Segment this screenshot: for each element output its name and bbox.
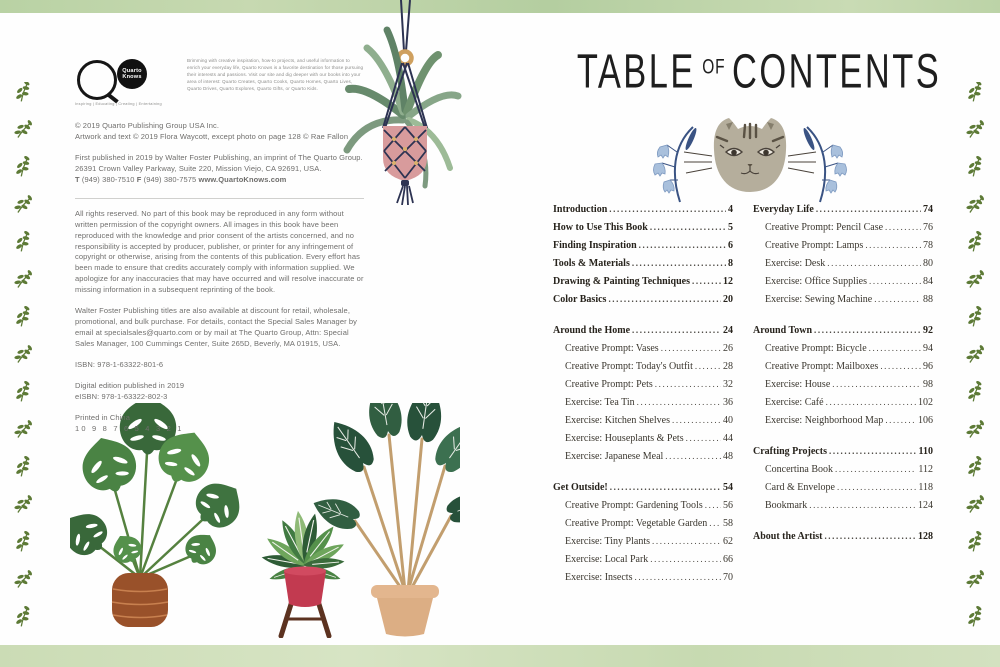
toc-column-left [553,204,733,603]
toc-entry-label: Exercise: Japanese Meal [565,451,664,462]
toc-entry-label: Introduction [553,204,608,215]
toc-entry-label: Card & Envelope [765,482,835,493]
toc-entry-label: Exercise: House [765,379,831,390]
toc-leader-dots [686,433,721,443]
toc-leader-dots [827,258,921,268]
quarto-knows-logo [75,58,175,110]
toc-group [753,325,933,433]
toc-entry-page: 66 [723,554,733,565]
toc-entry-label: Exercise: Desk [765,258,826,269]
digital-line2: eISBN: 978-1-63322-802-3 [75,391,168,401]
toc-leader-dots [655,379,721,389]
toc-leader-dots [650,554,721,564]
toc-leader-dots [705,500,721,510]
toc-entry-page: 110 [918,446,933,457]
toc-entry [553,379,733,397]
toc-entry-page: 58 [723,518,733,529]
toc-entry-label: Creative Prompt: Vases [565,343,659,354]
toc-entry-page: 48 [723,451,733,462]
toc-entry-page: 78 [923,240,933,251]
toc-entry-label: Concertina Book [765,464,834,475]
quarto-blurb: Brimming with creative inspiration, how-to projects, and useful information to enrich your everyday life, Quarto Knows is a favorite destination for those pursuing their interests and passions. Visit our site and dig deeper with our books into your area of interest: Quarto Creates, Quarto Cooks, Quarto Homes, Quarto Lives, Quarto Drives, Quarto Explores, Quarto Gifts, or Quarto Kids. [187,58,364,91]
publisher-paragraph [75,153,364,186]
toc-leader-dots [885,415,916,425]
badge-line1: Quarto [122,67,142,74]
toc-entry-page: 92 [923,325,933,336]
toc-entry-page: 44 [723,433,733,444]
toc-leader-dots [637,397,721,407]
toc-group [553,482,733,590]
copyright-page [75,58,364,445]
toc-column-right [753,204,933,562]
toc-entry-page: 98 [923,379,933,390]
toc-entry-page: 62 [723,536,733,547]
copyright-lines [75,121,364,143]
toc-entry-label: Bookmark [765,500,808,511]
toc-entry [553,258,733,276]
toc-entry-label: Exercise: Café [765,397,824,408]
toc-leader-dots [829,446,917,456]
phone-t-label: T [75,174,80,184]
toc-leader-dots [652,536,721,546]
toc-entry [753,379,933,397]
toc-leader-dots [874,294,921,304]
toc-leader-dots [639,240,726,250]
toc-entry [553,240,733,258]
toc-entry-page: 28 [723,361,733,372]
toc-entry-page: 20 [723,294,733,305]
toc-entry-page: 6 [728,240,733,251]
toc-leader-dots [837,482,916,492]
toc-leader-dots [632,325,721,335]
toc-entry [753,397,933,415]
toc-leader-dots [814,325,921,335]
toc-entry-page: 112 [918,464,933,475]
digital-line1: Digital edition published in 2019 [75,380,185,390]
toc-entry-page: 5 [728,222,733,233]
toc-entry-label: Creative Prompt: Pets [565,379,653,390]
toc-entry [553,451,733,469]
toc-entry-label: Exercise: Kitchen Shelves [565,415,670,426]
toc-group [753,531,933,549]
special-sales-paragraph: Walter Foster Publishing titles are also available at discount for retail, wholesale, promotional, and bulk purchase. For details, contact the Special Sales Manager by email at specialsales@quarto.com or by mail at The Quarto Group, Attn: Special Sales Manager, 100 Cummings Center, Suite 265D, Beverly, MA 01915, USA. [75,306,358,348]
top-watercolor-band [0,0,1000,13]
toc-entry [553,415,733,433]
toc-entry-page: 74 [923,204,933,215]
toc-leader-dots [608,294,721,304]
toc-leader-dots [826,397,916,407]
toc-entry-page: 106 [918,415,933,426]
toc-entry-label: Around Town [753,325,813,336]
toc-entry-page: 32 [723,379,733,390]
toc-entry [753,361,933,379]
toc-entry-page: 94 [923,343,933,354]
toc-entry-label: Tools & Materials [553,258,630,269]
toc-group [753,446,933,518]
toc-entry [553,518,733,536]
toc-entry-label: Creative Prompt: Lamps [765,240,864,251]
toc-leader-dots [695,361,721,371]
toc-leader-dots [632,258,726,268]
toc-group [553,204,733,312]
toc-entry [753,204,933,222]
publisher-text: First published in 2019 by Walter Foster Publishing, an imprint of The Quarto Group. 26391 Crown Valley Parkway, Suite 220, Mission Viejo, CA 92691, USA. [75,152,363,173]
copyright-line2: Artwork and text © 2019 Flora Waycott, except photo on page 128 © Rae Fallon [75,131,349,141]
toc-entry-label: Finding Inspiration [553,240,637,251]
rights-paragraph: All rights reserved. No part of this book may be reproduced in any form without written permission of the copyright owners. All images in this book have been reproduced with the knowledge and prior consent of the artists concerned, and no responsibility is accepted by producer, publisher, or printer for any infringement of copyright or otherwise, arising from the contents of this publication. Every effort has been made to ensure that credits accurately comply with information supplied. We apologize for any inaccuracies that may have occurred and will resolve inaccurate or missing information in a subsequent reprinting of the book. [75,208,364,295]
toc-leader-dots [634,572,721,582]
toc-entry-page: 24 [723,325,733,336]
toc-entry-page: 80 [923,258,933,269]
toc-entry [553,222,733,240]
toc-entry [753,446,933,464]
page-title [576,44,942,99]
title-word-of: OF [702,55,726,80]
leaf-border-right-icon [960,82,990,648]
toc-entry-label: Creative Prompt: Gardening Tools [565,500,703,511]
toc-entry [753,415,933,433]
printed-line: Printed in China [75,412,130,422]
toc-leader-dots [661,343,721,353]
toc-group [553,325,733,469]
toc-entry [553,294,733,312]
toc-entry [553,204,733,222]
toc-entry [753,294,933,312]
toc-entry-label: Exercise: Tea Tin [565,397,635,408]
toc-entry-label: Creative Prompt: Vegetable Garden [565,518,708,529]
toc-entry-label: Creative Prompt: Mailboxes [765,361,879,372]
print-run-numbers: 10 9 8 7 6 5 4 3 2 1 [75,423,184,433]
toc-entry-page: 128 [918,531,933,542]
toc-entry-page: 88 [923,294,933,305]
leaf-border-left-icon [8,82,38,648]
toc-leader-dots [885,222,921,232]
phone-f-number: (949) 380-7575 [143,174,197,184]
phone-f-label: F [136,174,142,184]
toc-leader-dots [610,482,721,492]
toc-leader-dots [665,451,721,461]
title-word-table: TABLE [576,44,696,98]
cat-and-bluebells-illustration [650,112,850,207]
toc-entry [553,572,733,590]
toc-entry [753,222,933,240]
toc-entry-label: Exercise: Houseplants & Pets [565,433,684,444]
toc-entry [553,276,733,294]
toc-entry-label: Exercise: Insects [565,572,633,583]
toc-entry-page: 102 [918,397,933,408]
toc-entry-label: Exercise: Tiny Plants [565,536,651,547]
publisher-logo-row [75,58,364,110]
phone-t-number: (949) 380-7510 [81,174,135,184]
toc-leader-dots [709,518,721,528]
toc-entry-page: 118 [918,482,933,493]
toc-entry-label: Color Basics [553,294,607,305]
toc-entry-page: 56 [723,500,733,511]
quarto-knows-badge [117,59,147,89]
toc-entry-label: Crafting Projects [753,446,827,457]
toc-entry [753,464,933,482]
toc-entry [753,531,933,549]
toc-entry-label: Drawing & Painting Techniques [553,276,690,287]
divider-line [75,198,364,199]
toc-entry [553,554,733,572]
toc-entry [553,361,733,379]
toc-entry [753,343,933,361]
toc-entry [753,325,933,343]
isbn-line: ISBN: 978-1-63322-801-6 [75,359,164,369]
toc-leader-dots [835,464,916,474]
printed-lines [75,413,364,435]
toc-entry-label: Everyday Life [753,204,814,215]
toc-entry [553,397,733,415]
toc-leader-dots [880,361,921,371]
toc-entry-page: 70 [723,572,733,583]
toc-leader-dots [692,276,721,286]
toc-leader-dots [672,415,721,425]
toc-entry [553,536,733,554]
toc-entry-page: 54 [723,482,733,493]
toc-leader-dots [869,276,921,286]
toc-entry [553,343,733,361]
toc-leader-dots [809,500,916,510]
toc-entry-page: 124 [918,500,933,511]
toc-entry [553,482,733,500]
toc-leader-dots [816,204,921,214]
toc-entry-label: Creative Prompt: Pencil Case [765,222,884,233]
toc-entry-label: Exercise: Local Park [565,554,649,565]
toc-entry-label: Exercise: Neighborhood Map [765,415,884,426]
digital-edition-lines [75,381,364,403]
quarto-q-mark-icon [77,60,117,100]
toc-entry [753,240,933,258]
toc-entry-page: 8 [728,258,733,269]
toc-entry [553,325,733,343]
toc-entry-page: 36 [723,397,733,408]
toc-leader-dots [869,343,921,353]
toc-entry [753,500,933,518]
toc-entry-label: Exercise: Office Supplies [765,276,868,287]
toc-entry [753,482,933,500]
toc-group [753,204,933,312]
toc-leader-dots [865,240,921,250]
toc-entry [753,258,933,276]
toc-entry-page: 40 [723,415,733,426]
toc-entry [553,433,733,451]
toc-leader-dots [832,379,921,389]
toc-entry [553,500,733,518]
toc-entry-page: 96 [923,361,933,372]
logo-tagline: Inspiring | Educating | Creating | Entertaining [75,102,162,106]
toc-entry-label: Creative Prompt: Today's Outfit [565,361,693,372]
toc-entry-label: Exercise: Sewing Machine [765,294,873,305]
toc-entry-page: 12 [723,276,733,287]
toc-entry-page: 4 [728,204,733,215]
toc-entry-label: How to Use This Book [553,222,648,233]
toc-entry [753,276,933,294]
toc-entry-label: Creative Prompt: Bicycle [765,343,867,354]
toc-leader-dots [609,204,726,214]
title-word-contents: CONTENTS [732,44,942,98]
toc-entry-label: Get Outside! [553,482,608,493]
toc-entry-page: 76 [923,222,933,233]
toc-leader-dots [650,222,726,232]
publisher-website: www.QuartoKnows.com [198,174,287,184]
toc-leader-dots [824,531,916,541]
toc-entry-label: Around the Home [553,325,631,336]
toc-entry-page: 26 [723,343,733,354]
toc-entry-label: About the Artist [753,531,823,542]
badge-line2: Knows [122,74,142,80]
toc-entry-page: 84 [923,276,933,287]
bottom-watercolor-band [0,645,1000,667]
copyright-line1: © 2019 Quarto Publishing Group USA Inc. [75,121,220,130]
